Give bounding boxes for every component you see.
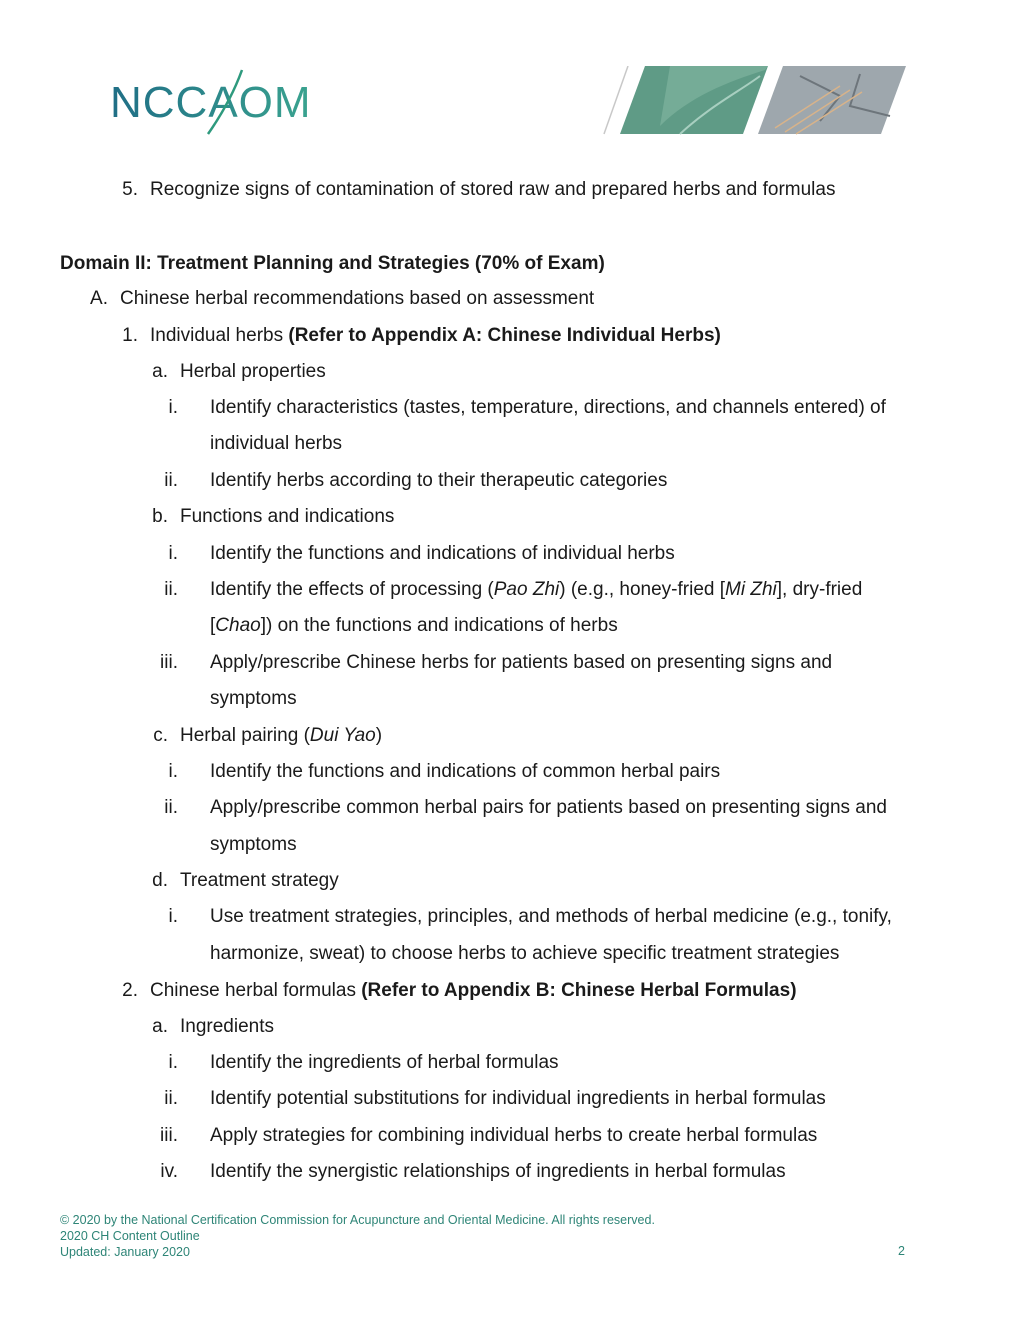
pinyin-term: Dui Yao [309, 725, 376, 746]
item-number: a. [152, 361, 168, 382]
pinyin-term: Pao Zhi [493, 579, 560, 600]
item-text: Use treatment strategies, principles, and methods of herbal medicine (e.g., tonify, [210, 906, 892, 927]
nccaom-logo [110, 62, 325, 140]
item-number: ii. [164, 470, 178, 491]
item-text: Identify the ingredients of herbal formulas [210, 1052, 559, 1073]
item-text-continuation: individual herbs [210, 433, 343, 454]
item-text: ], dry-fried [776, 579, 863, 600]
svg-text:NCCAOM: NCCAOM [110, 78, 312, 127]
item-text: ) [375, 725, 383, 746]
page-number: 2 [898, 1244, 905, 1258]
item-text: Identify the functions and indications of individual herbs [210, 543, 675, 564]
item-number: ii. [164, 1088, 178, 1109]
copyright-text: © 2020 by the National Certification Commission for Acupuncture and Oriental Medicine. All rights reserved. [60, 1213, 655, 1227]
item-number: 2. [122, 980, 138, 1001]
item-text: [ [210, 615, 216, 636]
item-text: Functions and indications [180, 506, 395, 527]
item-text: ]) on the functions and indications of herbs [260, 615, 618, 636]
item-text-continuation: symptoms [210, 834, 297, 855]
item-number: i. [168, 761, 178, 782]
item-text: Apply/prescribe Chinese herbs for patients based on presenting signs and [210, 652, 833, 673]
header-image [600, 66, 910, 136]
item-number: A. [90, 288, 108, 309]
item-text: Chinese herbal recommendations based on assessment [120, 288, 595, 309]
item-text: Identify the functions and indications of common herbal pairs [210, 761, 721, 782]
item-number: ii. [164, 797, 178, 818]
item-number: a. [152, 1016, 168, 1037]
item-number: d. [152, 870, 168, 891]
item-text: Recognize signs of contamination of stored raw and prepared herbs and formulas [150, 179, 836, 200]
item-number: i. [168, 397, 178, 418]
document-title: 2020 CH Content Outline [60, 1229, 200, 1243]
item-text: Apply strategies for combining individual herbs to create herbal formulas [210, 1125, 818, 1146]
item-text: Identify the effects of processing ( [210, 579, 494, 600]
pinyin-term: Mi Zhi [725, 579, 777, 600]
item-text: Identify potential substitutions for individual ingredients in herbal formulas [210, 1088, 826, 1109]
item-number: 5. [122, 179, 138, 200]
updated-date: Updated: January 2020 [60, 1245, 190, 1259]
item-text-continuation: harmonize, sweat) to choose herbs to achieve specific treatment strategies [210, 943, 840, 964]
item-text-continuation [210, 614, 618, 638]
item-text: Identify characteristics (tastes, temperature, directions, and channels entered) of [210, 397, 886, 418]
item-text: Herbal pairing ( [180, 725, 310, 746]
item-number: i. [168, 1052, 178, 1073]
item-text: ) (e.g., honey-fried [ [559, 579, 726, 600]
appendix-reference: (Refer to Appendix A: Chinese Individual Herbs) [288, 325, 721, 346]
domain-heading: Domain II: Treatment Planning and Strategies (70% of Exam) [60, 253, 605, 274]
item-number: iv. [160, 1161, 178, 1182]
item-number: b. [152, 506, 168, 527]
item-text: Chinese herbal formulas [150, 980, 362, 1001]
item-number: i. [168, 543, 178, 564]
item-text: Herbal properties [180, 361, 326, 382]
item-number: ii. [164, 579, 178, 600]
item-number: iii. [160, 652, 178, 673]
item-text: Identify the synergistic relationships of ingredients in herbal formulas [210, 1161, 786, 1182]
item-text: Treatment strategy [180, 870, 339, 891]
item-text: Identify herbs according to their therapeutic categories [210, 470, 668, 491]
item-text: Individual herbs [150, 325, 289, 346]
appendix-reference: (Refer to Appendix B: Chinese Herbal Formulas) [361, 980, 797, 1001]
footer [60, 1212, 655, 1260]
item-number: c. [153, 725, 168, 746]
item-text: Apply/prescribe common herbal pairs for patients based on presenting signs and [210, 797, 887, 818]
item-number: 1. [122, 325, 138, 346]
item-number: iii. [160, 1125, 178, 1146]
item-text: Ingredients [180, 1016, 275, 1037]
item-number: i. [168, 906, 178, 927]
pinyin-term: Chao [215, 615, 261, 636]
item-text-continuation: symptoms [210, 688, 297, 709]
